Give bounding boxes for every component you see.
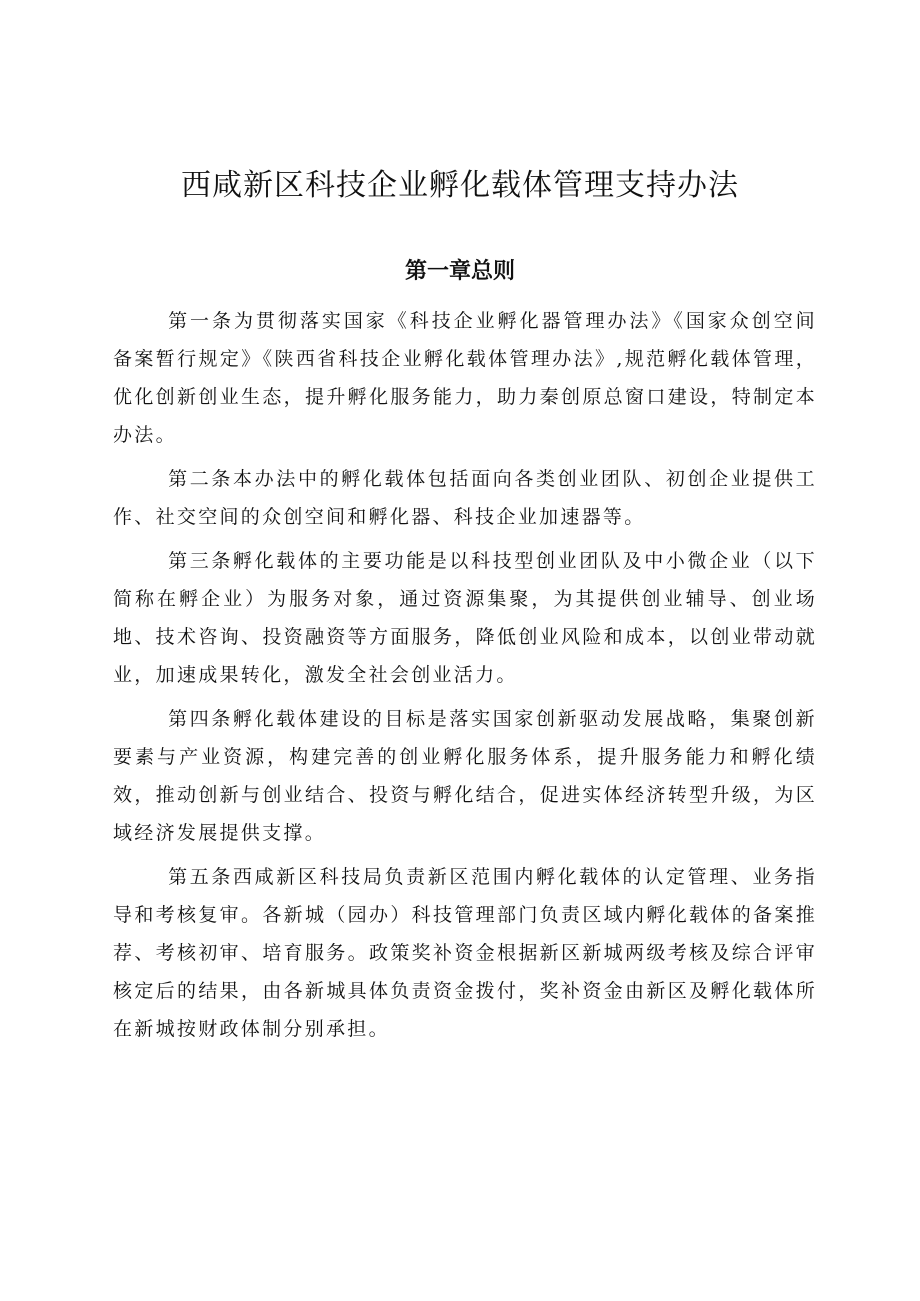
article-3-paragraph: 第三条孵化载体的主要功能是以科技型创业团队及中小微企业（以下简称在孵企业）为服务对象，通过资源集聚，为其提供创业辅导、创业场地、技术咨询、投资融资等方面服务，降低创业风险和成本，以创业带动就业，加速成果转化，激发全社会创业活力。 xyxy=(113,550,817,686)
chapter-title: 第一章总则 xyxy=(404,259,515,284)
article-4-paragraph: 第四条孵化载体建设的目标是落实国家创新驱动发展战略，集聚创新要素与产业资源，构建完善的创业孵化服务体系，提升服务能力和孵化绩效，推动创新与创业结合、投资与孵化结合，促进实体经济转型升级，为区域经济发展提供支撑。 xyxy=(113,708,817,844)
document-body xyxy=(113,302,817,1054)
article-5-paragraph: 第五条西咸新区科技局负责新区范围内孵化载体的认定管理、业务指导和考核复审。各新城（园办）科技管理部门负责区域内孵化载体的备案推荐、考核初审、培育服务。政策奖补资金根据新区新城两级考核及综合评审核定后的结果，由各新城具体负责资金拨付，奖补资金由新区及孵化载体所在新城按财政体制分别承担。 xyxy=(113,866,817,1040)
document-title: 西咸新区科技企业孵化载体管理支持办法 xyxy=(181,168,739,203)
article-1-paragraph: 第一条为贯彻落实国家《科技企业孵化器管理办法》《国家众创空间备案暂行规定》《陕西省科技企业孵化载体管理办法》,规范孵化载体管理，优化创新创业生态，提升孵化服务能力，助力秦创原总窗口建设，特制定本办法。 xyxy=(113,310,817,446)
article-2-paragraph: 第二条本办法中的孵化载体包括面向各类创业团队、初创企业提供工作、社交空间的众创空间和孵化器、科技企业加速器等。 xyxy=(113,468,817,528)
